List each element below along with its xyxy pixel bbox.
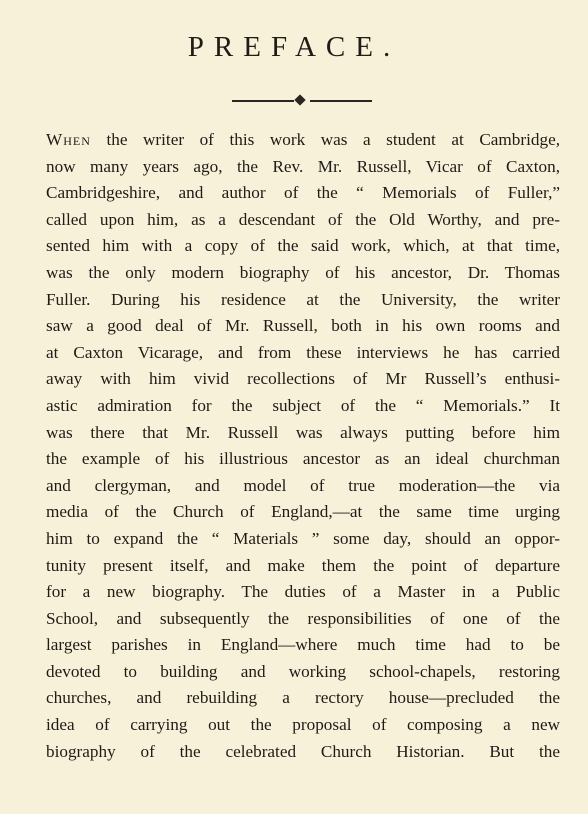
text-line: was there that Mr. Russell was always putting before him — [46, 422, 560, 442]
text-line: for a new biography. The duties of a Master in a Public — [46, 582, 560, 602]
text-line: now many years ago, the Rev. Mr. Russell, Vicar of Caxton, — [46, 156, 560, 176]
text-line: Cambridgeshire, and author of the “ Memorials of Fuller,” — [46, 183, 560, 203]
text-line: tunity present itself, and make them the point of departure — [46, 555, 560, 575]
text-line: him to expand the “ Materials ” some day, should an oppor- — [46, 528, 560, 548]
text-line: largest parishes in England—where much time had to be — [46, 635, 560, 655]
text-line: called upon him, as a descendant of the Old Worthy, and pre- — [46, 209, 560, 229]
text-line: away with him vivid recollections of Mr Russell’s enthusi- — [46, 369, 560, 389]
text-line: biography of the celebrated Church Historian. But the — [46, 741, 560, 761]
text-line: at Caxton Vicarage, and from these interviews he has carried — [46, 342, 560, 362]
text-line: astic admiration for the subject of the “ Memorials.” It — [46, 395, 560, 415]
text-line: was the only modern biography of his ancestor, Dr. Thomas — [46, 262, 560, 282]
text-line: media of the Church of England,—at the same time urging — [46, 502, 560, 522]
text-line: sented him with a copy of the said work, which, at that time, — [46, 236, 560, 256]
text-line: churches, and rebuilding a rectory house—precluded the — [46, 688, 560, 708]
opening-word: When — [46, 130, 91, 149]
diamond-ornament-icon — [294, 94, 305, 105]
text-line: Fuller. During his residence at the University, the writer — [46, 289, 560, 309]
text-line: saw a good deal of Mr. Russell, both in his own rooms and — [46, 316, 560, 336]
ornamental-rule — [232, 96, 372, 106]
preface-body — [46, 127, 560, 765]
text-line: idea of carrying out the proposal of composing a new — [46, 715, 560, 735]
rule-left — [232, 100, 294, 102]
text-line: and clergyman, and model of true moderation—the via — [46, 475, 560, 495]
text-line: devoted to building and working school-chapels, restoring — [46, 661, 560, 681]
page-title: PREFACE. — [187, 31, 401, 63]
text-line: School, and subsequently the responsibilities of one of the — [46, 608, 560, 628]
rule-right — [310, 100, 372, 102]
text-line: When the writer of this work was a student at Cambridge, — [46, 130, 561, 149]
text-line: the example of his illustrious ancestor as an ideal churchman — [46, 449, 560, 469]
